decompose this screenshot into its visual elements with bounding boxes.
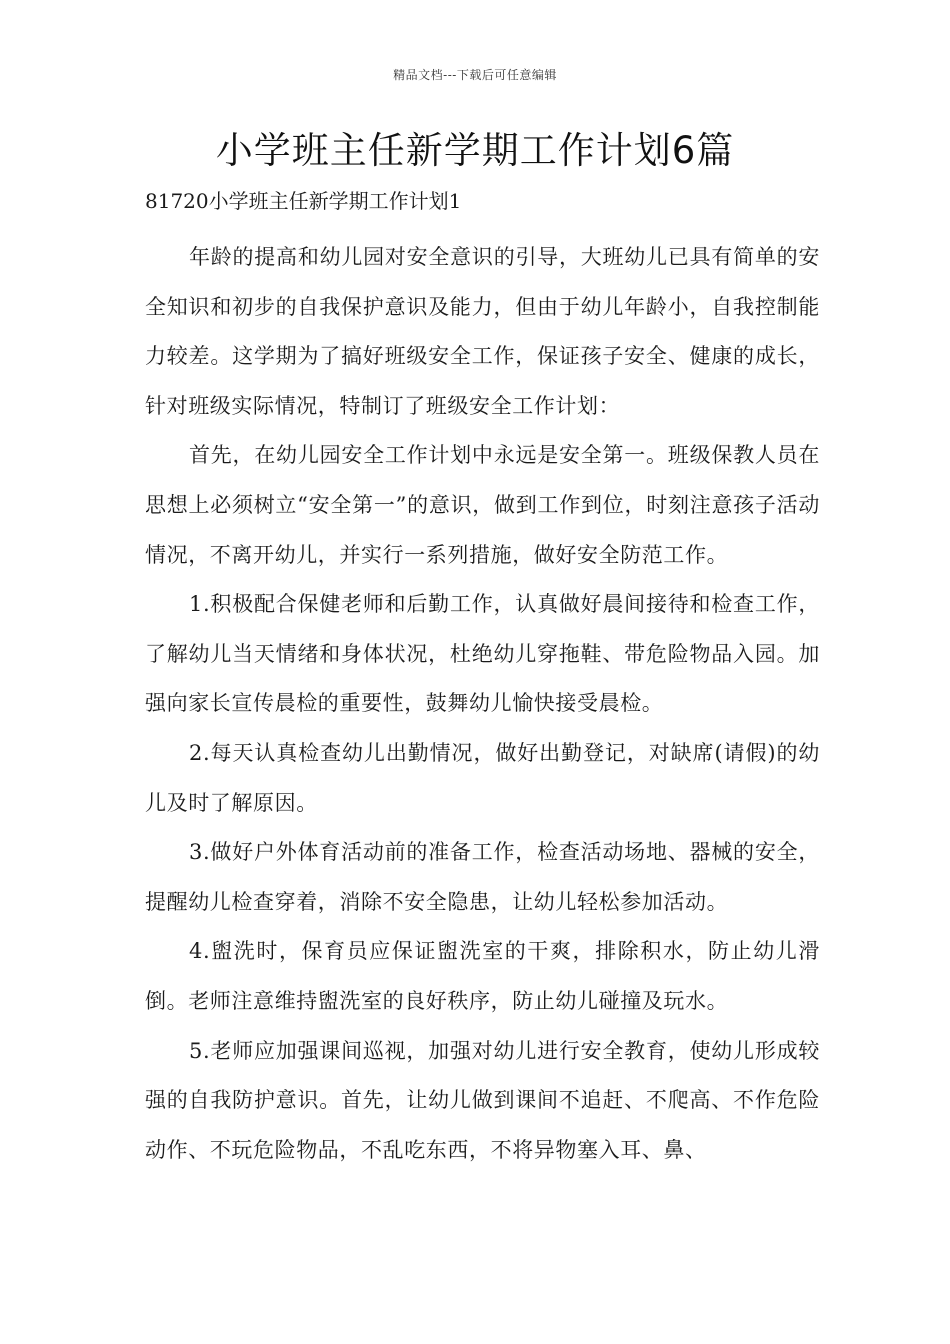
paragraph-item-1: 1.积极配合保健老师和后勤工作，认真做好晨间接待和检查工作，了解幼儿当天情绪和身体状况，杜绝幼儿穿拖鞋、带危险物品入园。加强向家长宣传晨检的重要性，鼓舞幼儿愉快接受晨检。: [145, 592, 820, 716]
paragraph-safety-first: 首先，在幼儿园安全工作计划中永远是安全第一。班级保教人员在思想上必须树立“安全第一”的意识，做到工作到位，时刻注意孩子活动情况，不离开幼儿，并实行一系列措施，做好安全防范工作。: [145, 443, 820, 567]
document-body: [145, 233, 820, 1175]
paragraph-item-3: 3.做好户外体育活动前的准备工作，检查活动场地、器械的安全，提醒幼儿检查穿着，消除不安全隐患，让幼儿轻松参加活动。: [145, 840, 820, 914]
section-subtitle: 81720小学班主任新学期工作计划1: [145, 189, 462, 213]
paragraph-item-2: 2.每天认真检查幼儿出勤情况，做好出勤登记，对缺席(请假)的幼儿及时了解原因。: [145, 740, 820, 815]
header-note: 精品文档---下载后可任意编辑: [393, 68, 557, 82]
document-title: 小学班主任新学期工作计划6篇: [215, 129, 735, 172]
paragraph-item-4: 4.盥洗时，保育员应保证盥洗室的干爽，排除积水，防止幼儿滑倒。老师注意维持盥洗室的良好秩序，防止幼儿碰撞及玩水。: [145, 939, 820, 1013]
paragraph-intro: 年龄的提高和幼儿园对安全意识的引导，大班幼儿已具有简单的安全知识和初步的自我保护意识及能力，但由于幼儿年龄小，自我控制能力较差。这学期为了搞好班级安全工作，保证孩子安全、健康的成长，针对班级实际情况，特制订了班级安全工作计划：: [145, 245, 820, 418]
paragraph-item-5: 5.老师应加强课间巡视，加强对幼儿进行安全教育，使幼儿形成较强的自我防护意识。首先，让幼儿做到课间不追赶、不爬高、不作危险动作、不玩危险物品，不乱吃东西，不将异物塞入耳、鼻、: [145, 1038, 820, 1162]
